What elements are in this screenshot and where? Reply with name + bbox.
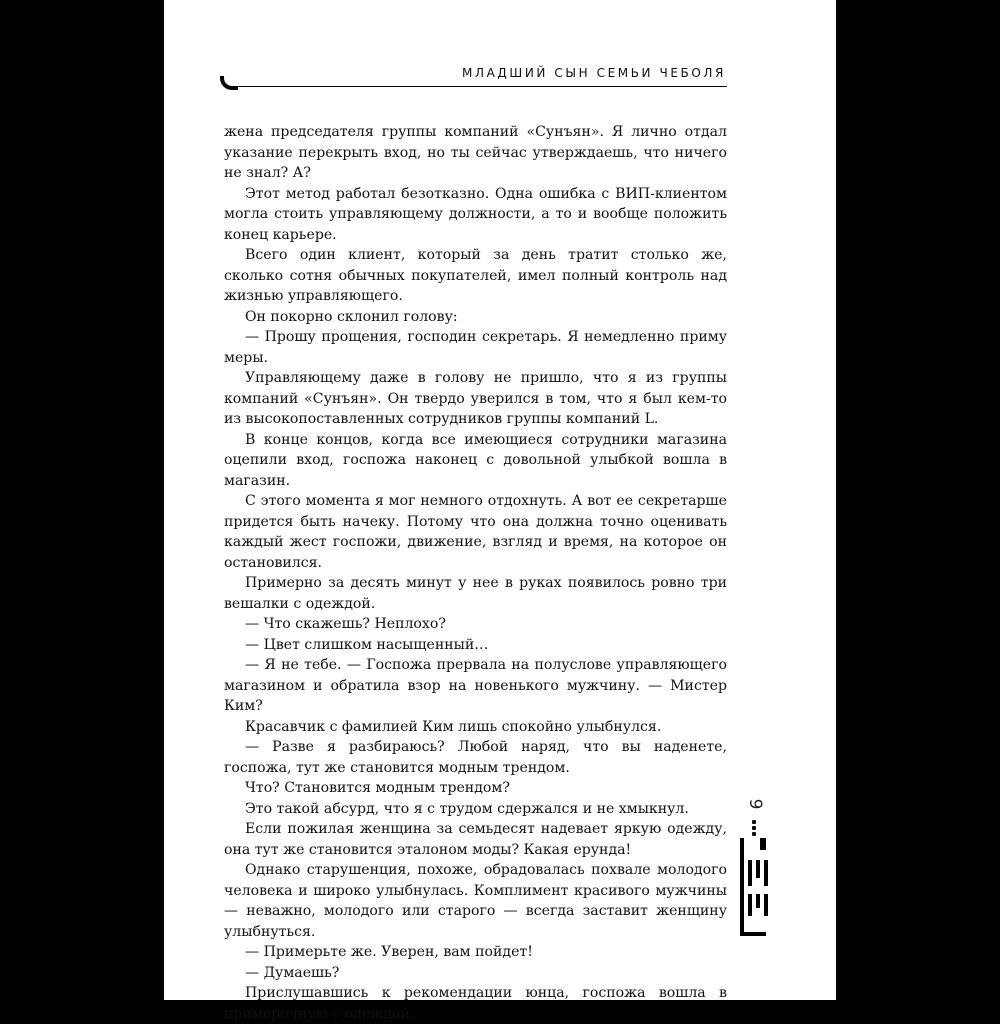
book-page — [164, 0, 836, 1022]
paragraph: Примерно за десять минут у нее в руках появилось ровно три вешалки с одеждой. — [224, 575, 727, 612]
ornament-foot — [740, 932, 766, 936]
ornament-tick — [764, 860, 768, 886]
paragraph: Управляющему даже в голову не пришло, что я из группы компаний «Сунъян». Он твердо уверился в том, что я был кем-то из высокопоставленных сотрудников группы компаний L. — [224, 370, 727, 427]
paragraph: жена председателя группы компаний «Сунъян». Я лично отдал указание перекрыть вход, но ты сейчас утверждаешь, что ничего не знал? А? — [224, 124, 727, 181]
paragraph: Он покорно склонил голову: — [245, 308, 458, 325]
paragraph: Прислушавшись к рекомендации юнца, госпожа вошла в примерочную с одеждой. — [224, 985, 727, 1022]
paragraph: — Прошу прощения, господин секретарь. Я немедленно приму меры. — [224, 329, 727, 366]
ornament-spine — [740, 838, 744, 936]
paragraph: Красавчик с фамилией Ким лишь спокойно улыбнулся. — [245, 718, 662, 735]
ornament-block — [760, 838, 766, 850]
paragraph: — Разве я разбираюсь? Любой наряд, что вы наденете, госпожа, тут же становится модным трендом. — [224, 739, 727, 776]
paragraph: Однако старушенция, похоже, обрадовалась похвале молодого человека и широко улыбнулась. Комплимент красивого мужчины — неважно, молодого или старого — всегда заставит женщину улыбнуться. — [224, 862, 727, 940]
paragraph: — Цвет слишком насыщенный… — [245, 636, 489, 653]
folio-ornament — [738, 786, 778, 946]
ornament-tick — [756, 894, 760, 908]
paragraph: Этот метод работал безотказно. Одна ошибка с ВИП-клиентом могла стоить управляющему должности, а то и вообще положить конец карьере. — [224, 185, 727, 243]
running-title: МЛАДШИЙ СЫН СЕМЬИ ЧЕБОЛЯ — [462, 66, 726, 80]
ornament-dot — [752, 820, 756, 824]
paragraph: Это такой абсурд, что я с трудом сдержался и не хмыкнул. — [245, 800, 689, 817]
paragraph: — Что скажешь? Неплохо? — [245, 616, 446, 632]
paragraph: Что? Становится модным трендом? — [245, 780, 510, 796]
paragraph: — Я не тебе. — Госпожа прервала на полуслове управляющего магазином и обратила взор на новенького мужчину. — Мистер Ким? — [224, 657, 727, 714]
ornament-tick — [756, 860, 760, 878]
ornament-tick — [764, 894, 768, 916]
paragraph: Всего один клиент, который за день тратит столько же, сколько сотня обычных покупателей, имел полный контроль над жизнью управляющего. — [224, 247, 727, 304]
page-number: 9 — [745, 798, 765, 810]
ornament-dot — [752, 832, 756, 836]
ornament-tick — [748, 860, 752, 886]
ornament-tick — [748, 894, 752, 916]
body-text — [224, 122, 727, 1024]
header-corner-ornament — [220, 76, 238, 90]
header-rule — [238, 86, 727, 87]
ornament-dot — [752, 826, 756, 830]
paragraph: В конце концов, когда все имеющиеся сотрудники магазина оцепили вход, госпожа наконец с довольной улыбкой вошла в магазин. — [224, 431, 727, 489]
paragraph: С этого момента я мог немного отдохнуть. А вот ее секретарше придется быть начеку. Потому что она должна точно оценивать каждый жест госпожи, движение, взгляд и время, на которое он остановился. — [224, 493, 727, 571]
paragraph: — Думаешь? — [245, 964, 340, 981]
paragraph: — Примерьте же. Уверен, вам пойдет! — [245, 944, 533, 960]
page-header — [164, 0, 836, 100]
paragraph: Если пожилая женщина за семьдесят надевает яркую одежду, она тут же становится эталоном моды? Какая ерунда! — [224, 821, 727, 858]
